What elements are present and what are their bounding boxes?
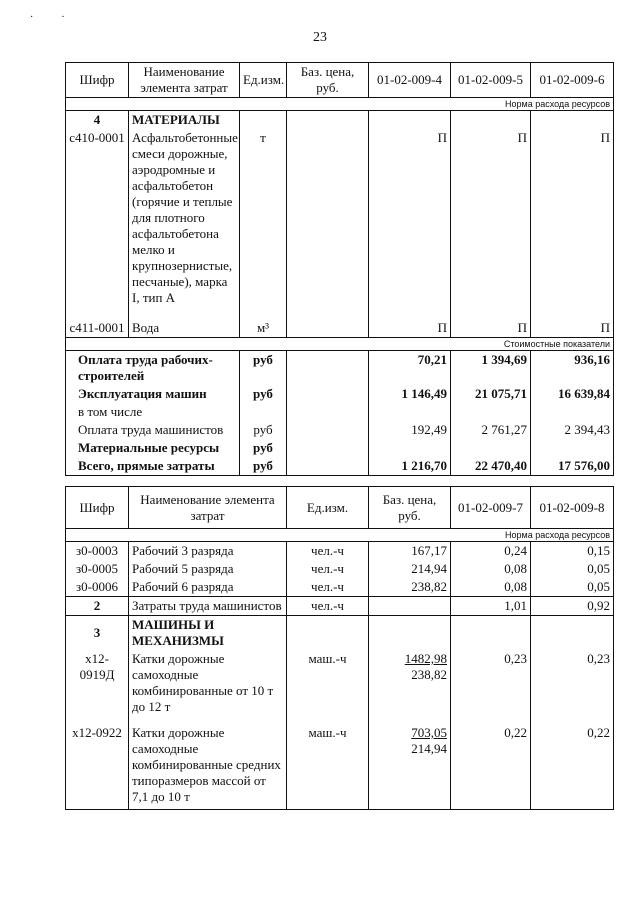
row-unit: чел.-ч [287, 560, 369, 578]
table-row [66, 351, 614, 386]
row-price-secondary: 214,94 [411, 741, 447, 756]
row-v3: П [531, 129, 614, 307]
row-v2: 0,92 [531, 597, 614, 616]
empty-cell [369, 716, 451, 724]
spacer-row [66, 307, 614, 319]
cost-v3: 17 576,00 [531, 457, 614, 476]
section-number: 4 [66, 111, 129, 130]
table-row [66, 129, 614, 307]
header-price: Баз. цена, руб. [369, 487, 451, 529]
cost-unit [240, 403, 287, 421]
row-v2: 0,15 [531, 542, 614, 561]
row-unit: чел.-ч [287, 578, 369, 597]
row-unit: м³ [240, 319, 287, 338]
cost-unit: руб [240, 421, 287, 439]
header-name: Наименование элемента затрат [129, 63, 240, 98]
row-unit: чел.-ч [287, 597, 369, 616]
row-name: Рабочий 5 разряда [129, 560, 287, 578]
table-row [66, 578, 614, 597]
cost-unit: руб [240, 457, 287, 476]
header-unit: Ед.изм. [287, 487, 369, 529]
row-code: з0-0003 [66, 542, 129, 561]
cost-v3: 16 639,84 [531, 385, 614, 403]
row-code: х12-0922 [66, 724, 129, 810]
section-title: МАШИНЫ И МЕХАНИЗМЫ [129, 616, 287, 651]
header-row [66, 487, 614, 529]
header-code: Шифр [66, 487, 129, 529]
cost-name: Оплата труда машинистов [66, 421, 240, 439]
empty-cell [287, 351, 369, 386]
scan-marks [30, 12, 93, 23]
empty-cell [369, 616, 451, 651]
empty-cell [287, 111, 369, 130]
cost-v1: 1 146,49 [369, 385, 451, 403]
header-col7: 01-02-009-7 [451, 487, 531, 529]
cost-v1: 192,49 [369, 421, 451, 439]
row-v1: 0,08 [451, 560, 531, 578]
cost-v3 [531, 403, 614, 421]
cost-v3: 936,16 [531, 351, 614, 386]
cost-label: Стоимостные показатели [66, 338, 614, 351]
header-row [66, 63, 614, 98]
empty-cell [66, 716, 129, 724]
row-name: Катки дорожные самоходные комбинированные от 10 т до 12 т [129, 650, 287, 716]
row-price [369, 597, 451, 616]
empty-cell [451, 111, 531, 130]
table-row [66, 560, 614, 578]
empty-cell [287, 403, 369, 421]
cost-name: Материальные ресурсы [66, 439, 240, 457]
table-row [66, 319, 614, 338]
row-code: с411-0001 [66, 319, 129, 338]
cost-v3: 2 394,43 [531, 421, 614, 439]
norm-label: Норма расхода ресурсов [66, 529, 614, 542]
cost-name: в том числе [66, 403, 240, 421]
cost-v1 [369, 439, 451, 457]
empty-cell [369, 307, 451, 319]
row-v1: 0,22 [451, 724, 531, 810]
cost-unit: руб [240, 385, 287, 403]
row-price-secondary: 238,82 [411, 667, 447, 682]
row-v3: П [531, 319, 614, 338]
row-v1: 0,23 [451, 650, 531, 716]
row-price: 1482,98 [404, 651, 447, 666]
cost-v2: 21 075,71 [451, 385, 531, 403]
table-row [66, 457, 614, 476]
norm-label: Норма расхода ресурсов [66, 98, 614, 111]
row-v2: П [451, 319, 531, 338]
row-code: з0-0005 [66, 560, 129, 578]
empty-cell [287, 457, 369, 476]
empty-cell [240, 111, 287, 130]
cost-unit: руб [240, 439, 287, 457]
table-row [66, 724, 614, 810]
cost-v3 [531, 439, 614, 457]
table-row [66, 650, 614, 716]
table-row [66, 439, 614, 457]
row-price-cell [369, 724, 451, 810]
table-row [66, 403, 614, 421]
empty-cell [531, 616, 614, 651]
row-v1: 1,01 [451, 597, 531, 616]
row-v2: 0,23 [531, 650, 614, 716]
table-row [66, 597, 614, 616]
labor-machines-table [65, 486, 614, 810]
header-col6: 01-02-009-6 [531, 63, 614, 98]
cost-name: Оплата труда рабочих-строителей [66, 351, 240, 386]
row-v1: П [369, 319, 451, 338]
empty-cell [451, 616, 531, 651]
section-title: МАТЕРИАЛЫ [129, 111, 240, 130]
row-price: 238,82 [369, 578, 451, 597]
section-number: 3 [66, 616, 129, 651]
row-v2: 0,22 [531, 724, 614, 810]
row-name: Рабочий 3 разряда [129, 542, 287, 561]
row-price [287, 319, 369, 338]
empty-cell [129, 307, 240, 319]
table-row [66, 542, 614, 561]
row-code: 2 [66, 597, 129, 616]
row-unit: чел.-ч [287, 542, 369, 561]
cost-v1 [369, 403, 451, 421]
table-row [66, 616, 614, 651]
empty-cell [451, 307, 531, 319]
row-unit: маш.-ч [287, 724, 369, 810]
row-v2: П [451, 129, 531, 307]
cost-v2 [451, 439, 531, 457]
row-price-cell [369, 650, 451, 716]
table-row [66, 111, 614, 130]
cost-name: Эксплуатация машин [66, 385, 240, 403]
cost-v1: 70,21 [369, 351, 451, 386]
header-col5: 01-02-009-5 [451, 63, 531, 98]
empty-cell [287, 616, 369, 651]
empty-cell [66, 307, 129, 319]
row-code: с410-0001 [66, 129, 129, 307]
row-name: Вода [129, 319, 240, 338]
header-col8: 01-02-009-8 [531, 487, 614, 529]
row-code: х12-0919Д [66, 650, 129, 716]
header-col4: 01-02-009-4 [369, 63, 451, 98]
empty-cell [531, 716, 614, 724]
row-price: 167,17 [369, 542, 451, 561]
row-code: з0-0006 [66, 578, 129, 597]
cost-unit: руб [240, 351, 287, 386]
empty-cell [287, 716, 369, 724]
row-v2: 0,05 [531, 560, 614, 578]
cost-v2: 2 761,27 [451, 421, 531, 439]
row-v2: 0,05 [531, 578, 614, 597]
row-price: 703,05 [411, 725, 447, 740]
header-unit: Ед.изм. [240, 63, 287, 98]
norm-subheader [66, 529, 614, 542]
empty-cell [287, 439, 369, 457]
norm-subheader [66, 98, 614, 111]
scan-mark: · [61, 12, 93, 23]
page-number: 23 [313, 30, 327, 45]
materials-table [65, 62, 614, 476]
empty-cell [287, 385, 369, 403]
row-name: Асфальтобетонные смеси дорожные, аэродромные и асфальтобетон (горячие и теплые для плотного асфальтобетона мелко и крупнозернистые, песчаные), марка I, тип А [129, 129, 240, 307]
row-unit: т [240, 129, 287, 307]
cost-v2 [451, 403, 531, 421]
spacer-row [66, 716, 614, 724]
row-price [287, 129, 369, 307]
empty-cell [531, 307, 614, 319]
cost-v2: 1 394,69 [451, 351, 531, 386]
cost-v1: 1 216,70 [369, 457, 451, 476]
cost-subheader [66, 338, 614, 351]
empty-cell [129, 716, 287, 724]
empty-cell [240, 307, 287, 319]
row-v1: 0,08 [451, 578, 531, 597]
header-name: Наименование элемента затрат [129, 487, 287, 529]
empty-cell [287, 421, 369, 439]
table-row [66, 385, 614, 403]
header-price: Баз. цена, руб. [287, 63, 369, 98]
row-name: Затраты труда машинистов [129, 597, 287, 616]
empty-cell [531, 111, 614, 130]
empty-cell [451, 716, 531, 724]
row-price: 214,94 [369, 560, 451, 578]
table-row [66, 421, 614, 439]
empty-cell [287, 307, 369, 319]
empty-cell [369, 111, 451, 130]
row-v1: П [369, 129, 451, 307]
header-code: Шифр [66, 63, 129, 98]
row-v1: 0,24 [451, 542, 531, 561]
scan-mark: · [30, 12, 62, 23]
row-name: Рабочий 6 разряда [129, 578, 287, 597]
row-name: Катки дорожные самоходные комбинированные средних типоразмеров массой от 7,1 до 10 т [129, 724, 287, 810]
cost-name: Всего, прямые затраты [66, 457, 240, 476]
cost-v2: 22 470,40 [451, 457, 531, 476]
row-unit: маш.-ч [287, 650, 369, 716]
